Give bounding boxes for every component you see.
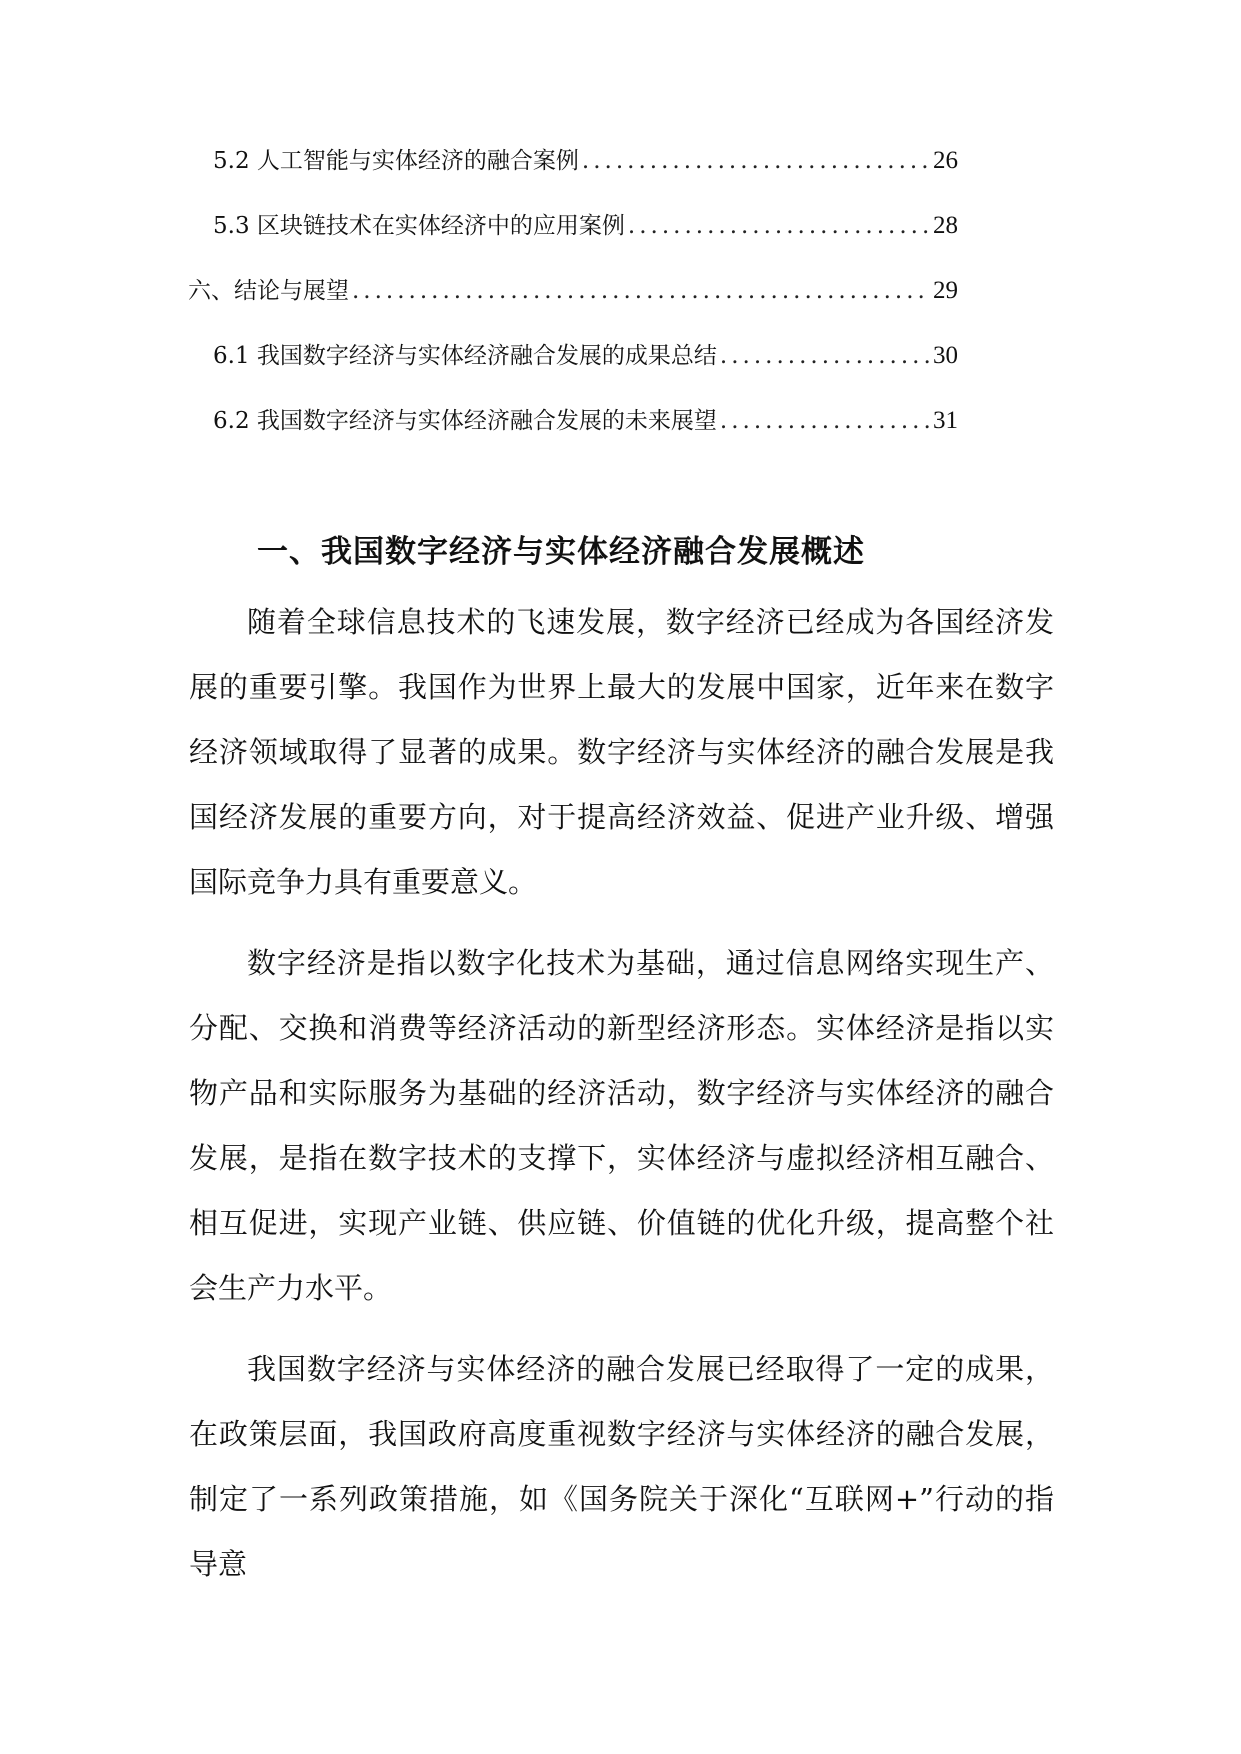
toc-entry-page: 26	[933, 147, 958, 174]
toc-entry-label: 6.1 我国数字经济与实体经济融合发展的成果总结	[213, 343, 717, 369]
toc-entry-6[interactable]	[188, 276, 958, 341]
toc-entry-label: 5.3 区块链技术在实体经济中的应用案例	[213, 213, 625, 239]
toc-dot-leader	[582, 146, 930, 176]
toc-entry-page: 28	[933, 212, 958, 239]
toc-entry-label: 六、结论与展望	[188, 278, 349, 304]
toc-dot-leader	[628, 211, 930, 241]
table-of-contents	[188, 146, 958, 471]
toc-entry-6-2[interactable]	[188, 406, 958, 471]
toc-entry-6-1[interactable]	[188, 341, 958, 406]
paragraph: 随着全球信息技术的飞速发展，数字经济已经成为各国经济发展的重要引擎。我国作为世界上最大的发展中国家，近年来在数字经济领域取得了显著的成果。数字经济与实体经济的融合发展是我国经济发展的重要方向，对于提高经济效益、促进产业升级、增强国际竞争力具有重要意义。	[189, 605, 1054, 899]
toc-entry-label: 6.2 我国数字经济与实体经济融合发展的未来展望	[213, 408, 717, 434]
toc-dot-leader	[720, 341, 930, 371]
toc-entry-page: 30	[933, 342, 958, 369]
toc-entry-5-3[interactable]	[188, 211, 958, 276]
toc-dot-leader	[352, 276, 930, 306]
toc-entry-label: 5.2 人工智能与实体经济的融合案例	[213, 148, 579, 174]
paragraph: 我国数字经济与实体经济的融合发展已经取得了一定的成果，在政策层面，我国政府高度重视数字经济与实体经济的融合发展，制定了一系列政策措施，如《国务院关于深化“互联网+”行动的指导意	[189, 1352, 1054, 1581]
toc-entry-page: 31	[933, 407, 958, 434]
toc-entry-5-2[interactable]	[188, 146, 958, 211]
section-heading: 一、我国数字经济与实体经济融合发展概述	[257, 533, 865, 570]
paragraph: 数字经济是指以数字化技术为基础，通过信息网络实现生产、分配、交换和消费等经济活动的新型经济形态。实体经济是指以实物产品和实际服务为基础的经济活动，数字经济与实体经济的融合发展，是指在数字技术的支撑下，实体经济与虚拟经济相互融合、相互促进，实现产业链、供应链、价值链的优化升级，提高整个社会生产力水平。	[189, 946, 1054, 1305]
toc-entry-page: 29	[933, 277, 958, 304]
section-body	[189, 590, 1054, 1613]
toc-dot-leader	[720, 406, 930, 436]
